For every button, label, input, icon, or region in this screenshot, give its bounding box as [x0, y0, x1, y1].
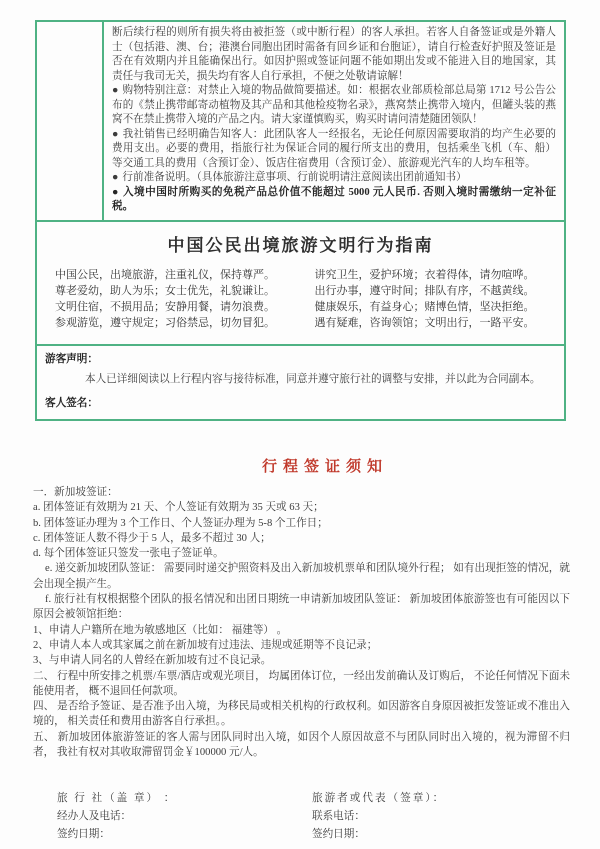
- agency-sign-date-label: 签约日期：: [57, 829, 110, 841]
- terms-bullet-cancellation: [112, 128, 556, 172]
- bullet-icon: ●: [112, 172, 119, 183]
- visa-item-e: e. 递交新加坡团队签证： 需要同时递交护照资料及出入新加坡机票单和团队境外行程； 如有出现拒签的情况，就 会出现全损产生。: [33, 563, 570, 590]
- terms-text-cell: [104, 22, 564, 220]
- guide-line-right: 出行办事，遵守时间；排队有序，不越黄线。: [314, 284, 535, 297]
- terms-row: [37, 22, 564, 222]
- guide-line-left: 尊老爱幼，助人为乐；女士优先，礼貌谦让。: [55, 284, 275, 297]
- signature-row-date: [57, 826, 570, 844]
- visa-item-heading-2: 二、 行程中所安排之机票/车票/酒店或观光项目， 均属团体订位，一经出发前确认及订购后， 不论任何情况下面未 能使用者， 概不退回任何款项。: [33, 670, 570, 697]
- visa-notice-title: 行程签证须知: [261, 459, 388, 475]
- contact-phone-label: 联系电话：: [312, 811, 365, 823]
- visa-item-heading-4: 四、 是否给予签证、是否准予出入境，为移民局或相关机构的行政权利。如因游客自身原因被拒发签证或不准出入 境的， 相关责任和费用由游客自行承担。。: [33, 701, 570, 728]
- guide-line: [51, 299, 550, 315]
- terms-bullet-text: 我社销售已经明确告知客人：此团队客人一经报名，无论任何原因需要取消的均产生必要的费用支出。必要的费用，指旅行社为保证合同的履行所支出的费用，包括乘坐飞机（车、船）等交通工具的费用（含预订金）、饭店住宿费用（含预订金）、旅游观光汽车的人均车租等。: [112, 128, 557, 169]
- bullet-icon: ●: [112, 186, 119, 198]
- visa-rejection-reason-1: 1、申请人户籍所在地为敏感地区（比如： 福建等） 。: [33, 624, 288, 636]
- terms-bullet-text: 行前准备说明。（具体旅游注意事项、行前说明请注意阅读出团前通知书）: [122, 172, 467, 183]
- terms-bullet-dutyfree: [112, 186, 556, 215]
- visa-item-b: b. 团体签证办理为 3 个工作日、个人签证办理为 5-8 个工作日；: [33, 517, 328, 529]
- visa-rejection-reason-2: 2、申请人本人或其家属之前在新加坡有过违法、违规或延期等不良记录；: [33, 639, 378, 651]
- visa-item-f: f. 旅行社有权根据整个团队的报名情况和出团日期统一申请新加坡团队签证： 新加坡团体旅游签也有可能因以下原因会被领馆拒绝：: [33, 594, 570, 621]
- bullet-icon: ●: [112, 128, 119, 140]
- guest-signature-label: 客人签名：: [45, 397, 98, 409]
- declaration-label: 游客声明：: [45, 353, 98, 365]
- visa-item-d: d. 每个团体签证只签发一张电子签证单。: [33, 548, 224, 560]
- terms-empty-label-cell: [37, 22, 104, 220]
- guide-line-right: 讲究卫生，爱护环境；衣着得体，请勿喧哗。: [314, 268, 535, 281]
- guide-line: [51, 283, 550, 299]
- visa-item-heading-1: 一．新加坡签证：: [33, 487, 118, 498]
- declaration-body: 本人已详细阅读以上行程内容与接待标准，同意并遵守旅行社的调整与安排，并以此为合同副本。: [85, 374, 541, 385]
- signature-row-phone: [57, 808, 570, 826]
- visa-notice-body: [33, 485, 570, 760]
- traveler-sign-date-label: 签约日期：: [312, 829, 365, 841]
- terms-bullet-shopping: [112, 84, 556, 128]
- guide-line-left: 中国公民，出境旅游，注重礼仪，保持尊严。: [55, 268, 275, 281]
- terms-bullet-preparation: [112, 171, 556, 186]
- terms-intro-paragraph: 断后续行程的则所有损失将由被拒签（或中断行程）的客人承担。若客人自备签证或是外籍人士（包括港、澳、台；港澳台同胞出团时需备有回乡证和台胞证），请自行检查好护照及签证是否在有效期内并且能确保出行。如因护照或签证问题不能如期出发或不能进入目的地国家，其责任与我司无关，损失均有客人自行承担，不便之处敬请谅解！: [112, 27, 556, 82]
- agent-phone-label: 经办人及电话：: [57, 811, 132, 823]
- visa-item-a: a. 团体签证有效期为 21 天、个人签证有效期为 35 天或 63 天；: [33, 502, 324, 514]
- visa-rejection-reason-3: 3、与申请人同名的人曾经在新加坡有过不良记录。: [33, 655, 272, 667]
- guide-title: 中国公民出境旅游文明行为指南: [167, 235, 434, 255]
- agency-stamp-label: 旅 行 社（盖 章） ：: [57, 793, 177, 805]
- guide-line: [51, 267, 550, 283]
- bullet-icon: ●: [112, 85, 119, 96]
- guide-line: [51, 315, 550, 331]
- visa-item-heading-5: 五、 新加坡团体旅游签证的客人需与团队同时出入境，如因个人原因故意不与团队同时出入境的，视为滞留不归者， 我社有权对其收取滞留罚金￥100000 元/人。: [33, 731, 570, 759]
- civilized-behavior-guide: [37, 222, 564, 346]
- visa-item-c: c. 团体签证人数不得少于 5 人，最多不超过 30 人；: [33, 532, 271, 544]
- guide-line-right: 健康娱乐，有益身心；赌博色情，坚决拒绝。: [314, 300, 535, 313]
- guide-line-left: 文明住宿，不损用品；安静用餐，请勿浪费。: [55, 300, 275, 313]
- terms-bullet-text: 入境中国时所购买的免税产品总价值不能超过 5000 元人民币. 否则入境时需缴纳一定补征税。: [112, 186, 557, 212]
- tourist-declaration: [37, 346, 564, 420]
- signature-row-stamp: [57, 790, 570, 808]
- terms-bullet-text: 购物特别注意：对禁止入境的物品做简要描述。如：根据农业部质检部总局第 1712 号公告公布的《禁止携带邮寄动植物及其产品和其他检疫物名录》，燕窝禁止携带入境内，但罐头装的燕窝不在禁止携带入境的产品之内。请大家谨慎购买，购买时请问清楚随团领队！: [112, 85, 556, 125]
- guide-line-left: 参观游览，遵守规定；习俗禁忌，切勿冒犯。: [55, 316, 275, 329]
- guide-line-right: 遇有疑难，咨询领馆；文明出行，一路平安。: [314, 316, 535, 329]
- contract-terms-table: [35, 20, 566, 421]
- traveler-signature-label: 旅游者或代表（签章）：: [312, 793, 446, 805]
- signature-block: [57, 790, 570, 844]
